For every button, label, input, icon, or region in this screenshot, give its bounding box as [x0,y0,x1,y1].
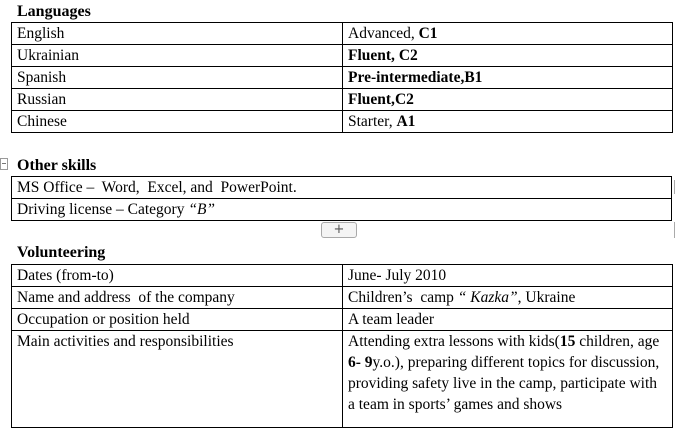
add-row-button[interactable]: + [321,222,357,238]
language-cell: Chinese [12,111,343,133]
table-edge-marker [674,222,681,238]
table-row [12,45,673,67]
ms-office-cell: MS Office – Word, Excel, and PowerPoint. [12,177,672,199]
activities-label: Main activities and responsibilities [12,331,343,428]
language-cell: English [12,23,343,45]
language-cell: Russian [12,89,343,111]
table-move-handle-icon[interactable] [0,158,8,170]
table-row [12,199,672,221]
level-cell: Fluent, C2 [343,45,673,67]
table-row [12,331,673,428]
table-row [12,309,673,331]
table-row [12,23,673,45]
other-skills-heading: Other skills [17,157,97,174]
table-edge-marker [674,180,681,194]
table-row [12,67,673,89]
table-row [12,111,673,133]
level-cell: Pre-intermediate,B1 [343,67,673,89]
occupation-value: A team leader [343,309,673,331]
table-row [12,265,673,287]
language-cell: Ukrainian [12,45,343,67]
occupation-label: Occupation or position held [12,309,343,331]
company-label: Name and address of the company [12,287,343,309]
company-value: Children’s camp “ Kazka”, Ukraine [343,287,673,309]
table-row [12,89,673,111]
table-row [12,177,672,199]
volunteering-heading: Volunteering [17,244,106,261]
dates-value: June- July 2010 [343,265,673,287]
activities-value: Attending extra lessons with kids(15 children, age 6- 9y.o.), preparing different topics for discussion, providing safety live in the camp, participate with a team in sports’ games and shows [343,331,673,428]
level-cell: Fluent,C2 [343,89,673,111]
driving-license-cell: Driving license – Category “B” [12,199,672,221]
language-cell: Spanish [12,67,343,89]
table-row [12,287,673,309]
level-cell: Starter, A1 [343,111,673,133]
languages-table [11,22,673,133]
other-skills-table [11,176,672,221]
dates-label: Dates (from-to) [12,265,343,287]
volunteering-table [11,264,673,428]
level-cell: Advanced, C1 [343,23,673,45]
languages-heading: Languages [17,3,91,20]
